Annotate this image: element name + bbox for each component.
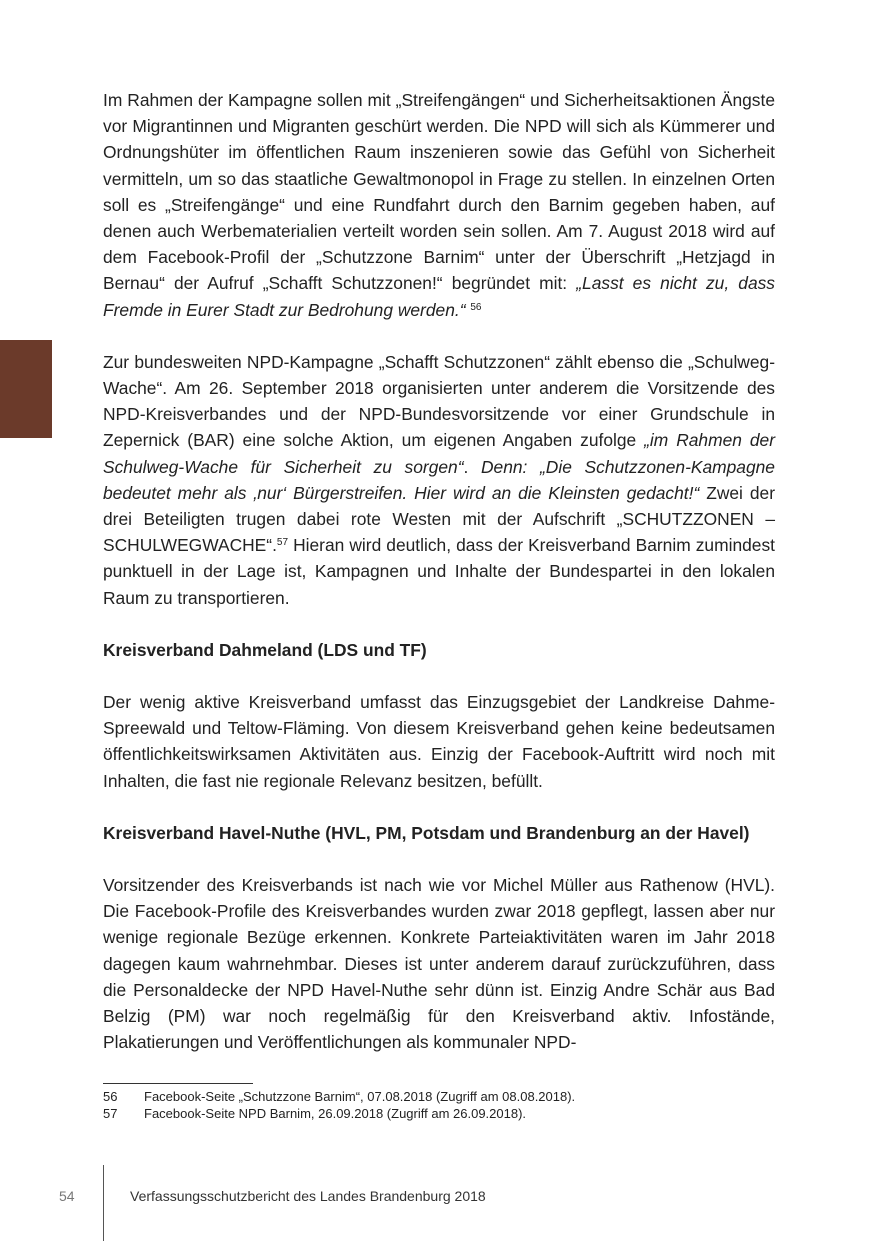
footnote-number: 56 — [103, 1089, 118, 1104]
paragraph-text: Zwei der drei Beteiligten trugen dabei rote Westen mit der Aufschrift „SCHUTZZONEN – SCHULWEGWACHE“. — [103, 482, 775, 556]
paragraph-schutzzonen-campaign — [103, 87, 775, 323]
quote-text: „im Rahmen der Schulweg-Wache für Sicherheit zu sorgen“ — [103, 430, 775, 477]
footer-title: Verfassungsschutzbericht des Landes Brandenburg 2018 — [130, 1188, 486, 1204]
paragraph-text: . — [463, 456, 481, 477]
footnote-number: 57 — [103, 1105, 118, 1121]
paragraph-havel-nuthe: Vorsitzender des Kreisverbands ist nach wie vor Michel Müller aus Rathenow (HVL). Die Facebook-Profile des Kreisverbandes wurden zwar 2018 gepflegt, lassen aber nur wenige regionale Bezüge erkennen. Konkrete Parteiaktivitäten waren im Jahr 2018 dagegen kaum wahrnehmbar. Dieses ist unter anderem darauf zurückzuführen, dass die Personaldecke der NPD Havel-Nuthe sehr dünn ist. Einzig Andre Schär aus Bad Belzig (PM) war noch regelmäßig für den Kreisverband aktiv. Infostände, Plakatierungen und Veröffentlichungen als kommunaler NPD- — [103, 875, 775, 1053]
paragraph-text: Hieran wird deutlich, dass der Kreisverband Barnim zumindest punktuell in der Lage ist, Kampagnen und Inhalte der Bundespartei in den lokalen Raum zu transportieren. — [103, 535, 775, 608]
footnote-56 — [103, 1089, 783, 1106]
quote-text: „Lasst es nicht zu, dass Fremde in Eurer Stadt zur Bedrohung werden.“ — [103, 273, 776, 320]
paragraph-schulweg-wache — [103, 349, 775, 611]
paragraph-dahmeland: Der wenig aktive Kreisverband umfasst das Einzugsgebiet der Landkreise Dahme-Spreewald und Teltow-Fläming. Von diesem Kreisverband gehen keine bedeutsamen öffentlichkeitswirksamen Aktivitäten aus. Einzig der Facebook-Auftritt wird noch mit Inhalten, die fast nie regionale Relevanz besitzen, befüllt. — [103, 692, 775, 791]
footnote-text: Facebook-Seite „Schutzzone Barnim“, 07.08.2018 (Zugriff am 08.08.2018). — [144, 1089, 576, 1104]
paragraph-text: Im Rahmen der Kampagne sollen mit „Streifengängen“ und Sicherheitsaktionen Ängste vor Migrantinnen und Migranten geschürt werden. Die NPD will sich als Kümmerer und Ordnungshüter im öffentlichen Raum inszenieren sowie das Gefühl von Sicherheit vermitteln, um so das staatliche Gewaltmonopol in Frage zu stellen. In einzelnen Orten soll es „Streifengänge“ und eine Rundfahrt durch den Barnim gegeben haben, auf denen auch Werbematerialien verteilt worden sein sollen. Am 7. August 2018 wird auf dem Facebook-Profil der „Schutzzone Barnim“ unter der Überschrift „Hetzjagd in Bernau“ der Aufruf „Schafft Schutzzonen!“ begründet mit: — [103, 90, 775, 294]
section-heading-dahmeland: Kreisverband Dahmeland (LDS und TF) — [103, 639, 427, 660]
footnote-divider — [103, 1083, 253, 1084]
page-number: 54 — [59, 1188, 75, 1204]
paragraph-text: Zur bundesweiten NPD-Kampagne „Schafft Schutzzonen“ zählt ebenso die „Schulweg-Wache“. Am 26. September 2018 organisierten unter anderem die Vorsitzende des NPD-Kreisverbandes und der NPD-Bundesvorsitzende vor einer Grundschule in Zepernick (BAR) eine solche Aktion, um eigenen Angaben zufolge — [103, 351, 775, 451]
section-heading-havel-nuthe: Kreisverband Havel-Nuthe (HVL, PM, Potsdam und Brandenburg an der Havel) — [103, 822, 750, 843]
footnote-reference-56: 56 — [470, 301, 482, 313]
footer-divider — [103, 1165, 104, 1241]
footnote-57 — [103, 1106, 783, 1123]
chapter-marker-tab — [0, 340, 52, 438]
footnote-reference-57: 57 — [276, 537, 289, 549]
footnotes — [103, 1089, 783, 1122]
main-content — [103, 87, 775, 1056]
footnote-text: Facebook-Seite NPD Barnim, 26.09.2018 (Zugriff am 26.09.2018). — [144, 1105, 527, 1121]
quote-text: Denn: „Die Schutzzonen-Kampagne bedeutet mehr als ‚nur‘ Bürgerstreifen. Hier wird an die Kleinsten gedacht!“ — [103, 456, 775, 503]
